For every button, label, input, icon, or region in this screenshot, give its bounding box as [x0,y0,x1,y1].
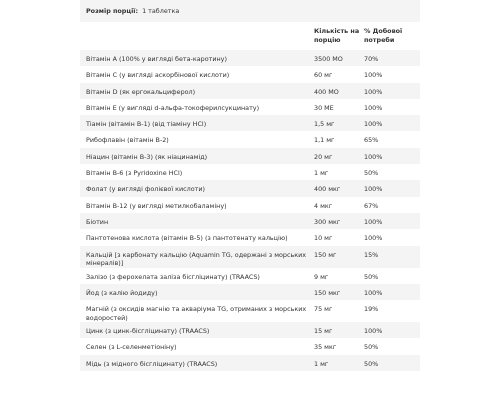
table-row [80,246,420,268]
serving-size-label: Розмір порції: [86,7,139,15]
nutrient-amount: 1,1 мг [314,136,335,145]
nutrient-name: Ніацин (вітамін B-3) (як ніацинамід) [86,152,208,161]
nutrient-daily-value: 65% [364,136,379,145]
nutrient-name: Залізо (з ферохелата заліза бісгліцинату) (TRAACS) [86,272,260,281]
nutrient-amount: 150 мкг [314,288,341,297]
nutrient-name: Цинк (з цинк-бісгліцинату) (TRAACS) [86,327,210,336]
nutrient-amount: 75 мг [314,305,333,314]
nutrient-name: Вітамін C (у вигляді аскорбінової кислоти) [86,71,230,80]
supplement-facts-panel [80,0,420,400]
table-row [80,197,420,213]
nutrient-daily-value: 100% [364,234,383,243]
nutrient-daily-value: 15% [364,250,379,259]
table-row [80,66,420,82]
nutrient-amount: 300 мкг [314,217,341,226]
nutrient-amount: 9 мг [314,272,329,281]
nutrient-name: Фолат (у вигляді фолієвої кислоти) [86,185,206,194]
table-row [80,268,420,284]
nutrient-name: Тіамін (вітамін B-1) (від тіаміну HCl) [86,120,207,129]
nutrient-amount: 35 мкг [314,343,337,352]
nutrient-amount: 1 мг [314,359,329,368]
table-row [80,115,420,131]
nutrient-daily-value: 50% [364,359,379,368]
nutrient-daily-value: 70% [364,55,379,63]
nutrient-daily-value: 67% [364,201,379,210]
nutrient-daily-value: 100% [364,103,383,112]
nutrient-amount: 400 мкг [314,185,341,194]
column-header-amount: Кількість на порцію [314,27,360,44]
nutrient-amount: 150 мг [314,250,337,259]
nutrient-amount: 3500 МО [314,55,343,63]
nutrient-amount: 1,5 мг [314,120,335,129]
table-row [80,355,420,371]
nutrient-name: Вітамін D (як ергокальциферол) [86,87,196,96]
nutrient-daily-value: 100% [364,217,383,226]
serving-size-value: 1 таблетка [142,7,180,15]
table-row [80,50,420,66]
nutrient-amount: 20 мг [314,152,333,161]
nutrient-amount: 1 мг [314,169,329,178]
nutrient-daily-value: 100% [364,87,383,96]
nutrient-name: Мідь (з мідного бісгліцинату) (TRAACS) [86,359,218,368]
nutrient-name: Йод (з калію йодиду) [86,288,158,297]
nutrient-name: Кальцій [з карбонату кальцію (Aquamin TG, одержані з морських мінералів)] [86,250,307,267]
table-row [80,148,420,164]
table-row [80,284,420,300]
serving-size-row [80,0,420,22]
nutrient-daily-value: 100% [364,185,383,194]
nutrient-table-body [80,50,420,371]
table-row [80,99,420,115]
nutrient-name: Вітамін E (у вигляді d-альфа-токоферилсукцинату) [86,103,260,112]
nutrient-daily-value: 19% [364,305,379,314]
nutrient-amount: 60 мг [314,71,333,80]
table-row [80,322,420,338]
table-row [80,338,420,354]
nutrient-name: Рибофлавін (вітамін B-2) [86,136,169,145]
table-row [80,300,420,322]
table-header [80,22,420,50]
nutrient-daily-value: 50% [364,272,379,281]
nutrient-name: Вітамін B-6 (з Pyridoxine HCl) [86,169,183,178]
table-row [80,180,420,196]
nutrient-name: Біотин [86,217,109,226]
nutrient-name: Магній (з оксидів магнію та акваріума TG, отриманих з морських водоростей) [86,305,307,322]
nutrient-amount: 400 МО [314,87,339,96]
table-row [80,213,420,229]
nutrient-amount: 15 мг [314,327,333,336]
nutrient-daily-value: 50% [364,343,379,352]
nutrient-daily-value: 50% [364,169,379,178]
nutrient-name: Вітамін B-12 (у вигляді метилкобаламіну) [86,201,227,210]
nutrient-daily-value: 100% [364,71,383,80]
nutrient-daily-value: 100% [364,120,383,129]
nutrient-name: Вітамін A (100% у вигляді бета-каротину) [86,55,227,63]
table-row [80,164,420,180]
column-header-daily-value: % Добової потреби [364,27,403,44]
nutrient-daily-value: 100% [364,288,383,297]
nutrient-amount: 4 мкг [314,201,333,210]
nutrient-daily-value: 100% [364,152,383,161]
nutrient-name: Селен (з L-селенметіоніну) [86,343,177,352]
table-row [80,131,420,147]
table-row [80,229,420,245]
nutrient-daily-value: 100% [364,327,383,336]
table-row [80,83,420,99]
nutrient-amount: 30 МЕ [314,103,334,112]
nutrient-amount: 10 мг [314,234,333,243]
nutrient-name: Пантотенова кислота (вітамін B-5) (з пантотенату кальцію) [86,234,288,243]
